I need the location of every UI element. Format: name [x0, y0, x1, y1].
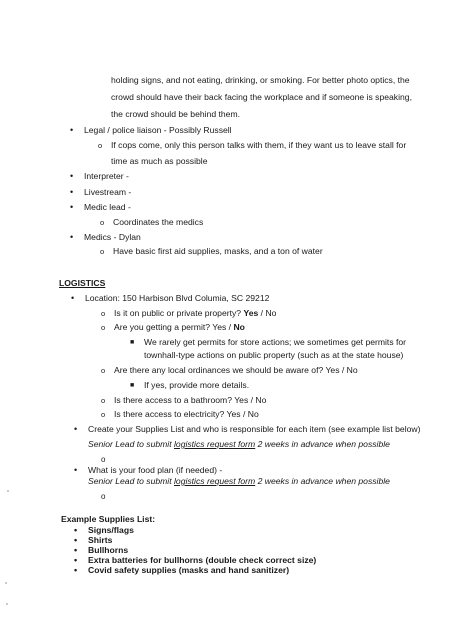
- list-item-supplies: • Create your Supplies List and who is responsible for each item (see example list below): [88, 424, 420, 435]
- sub-item-cops: o If cops come, only this person talks with them, if they want us to leave stall for: [111, 140, 406, 151]
- list-item-food: • What is your food plan (if needed) -: [88, 465, 222, 476]
- logistics-heading: LOGISTICS: [59, 278, 106, 288]
- sub-item-first-aid: o Have basic first aid supplies, masks, and a ton of water: [113, 246, 323, 257]
- sub-sub-item-ordinances-note: ■ If yes, provide more details.: [144, 380, 249, 391]
- list-item-interpreter: • Interpreter -: [84, 171, 129, 182]
- supply-item: • Signs/flags: [88, 525, 134, 536]
- text-line: townhall-type actions on public property (such as at the state house): [144, 350, 404, 360]
- list-item-legal: • Legal / police liaison - Possibly Russell: [84, 125, 232, 136]
- sub-item-permit: [114, 322, 245, 333]
- list-item-medic-lead: • Medic lead -: [84, 202, 131, 213]
- list-item-location: • Location: 150 Harbison Blvd Columia, SC 29212: [85, 293, 269, 304]
- scan-speck: [5, 582, 7, 584]
- sub-item-coordinates: o Coordinates the medics: [113, 217, 203, 228]
- senior-lead-note: [88, 439, 390, 450]
- text-line: the crowd should be behind them.: [111, 109, 240, 119]
- note-text: 2 weeks in advance when possible: [255, 439, 390, 449]
- scan-speck: [7, 490, 9, 492]
- text-line: time as much as possible: [111, 156, 208, 166]
- text-line: holding signs, and not eating, drinking, or smoking. For better photo optics, the: [111, 75, 410, 85]
- logistics-request-form-link[interactable]: logistics request form: [174, 476, 256, 486]
- empty-sub-bullet: o: [101, 492, 106, 501]
- question-text: Is it on public or private property?: [114, 308, 242, 318]
- list-item-livestream: • Livestream -: [84, 187, 131, 198]
- supply-item: • Covid safety supplies (masks and hand sanitizer): [88, 565, 289, 576]
- example-supplies-heading: Example Supplies List:: [61, 514, 156, 524]
- answer-rest: / No: [258, 308, 277, 318]
- note-text: Senior Lead to submit: [88, 476, 174, 486]
- answer-no: No: [233, 322, 245, 332]
- answer-yes: Yes: [243, 308, 259, 318]
- note-text: Senior Lead to submit: [88, 439, 174, 449]
- senior-lead-note: [88, 476, 390, 487]
- note-text: 2 weeks in advance when possible: [255, 476, 390, 486]
- question-text: Are you getting a permit? Yes /: [114, 322, 234, 332]
- sub-item-electricity: o Is there access to electricity? Yes / No: [114, 409, 259, 420]
- sub-item-bathroom: o Is there access to a bathroom? Yes / No: [114, 395, 266, 406]
- scan-speck: [6, 603, 8, 605]
- sub-item-ordinances: o Are there any local ordinances we should be aware of? Yes / No: [114, 365, 358, 376]
- supply-item: • Extra batteries for bullhorns (double check correct size): [88, 555, 316, 566]
- supply-item: • Shirts: [88, 535, 112, 546]
- sub-item-property: [114, 308, 276, 319]
- supply-item: • Bullhorns: [88, 545, 128, 556]
- sub-sub-item-permit-note: ■ We rarely get permits for store actions; we sometimes get permits for: [144, 337, 406, 348]
- text-line: crowd should have their back facing the workplace and if someone is speaking,: [111, 92, 412, 102]
- list-item-medics: • Medics - Dylan: [84, 232, 141, 243]
- logistics-request-form-link[interactable]: logistics request form: [174, 439, 256, 449]
- empty-sub-bullet: o: [101, 455, 106, 464]
